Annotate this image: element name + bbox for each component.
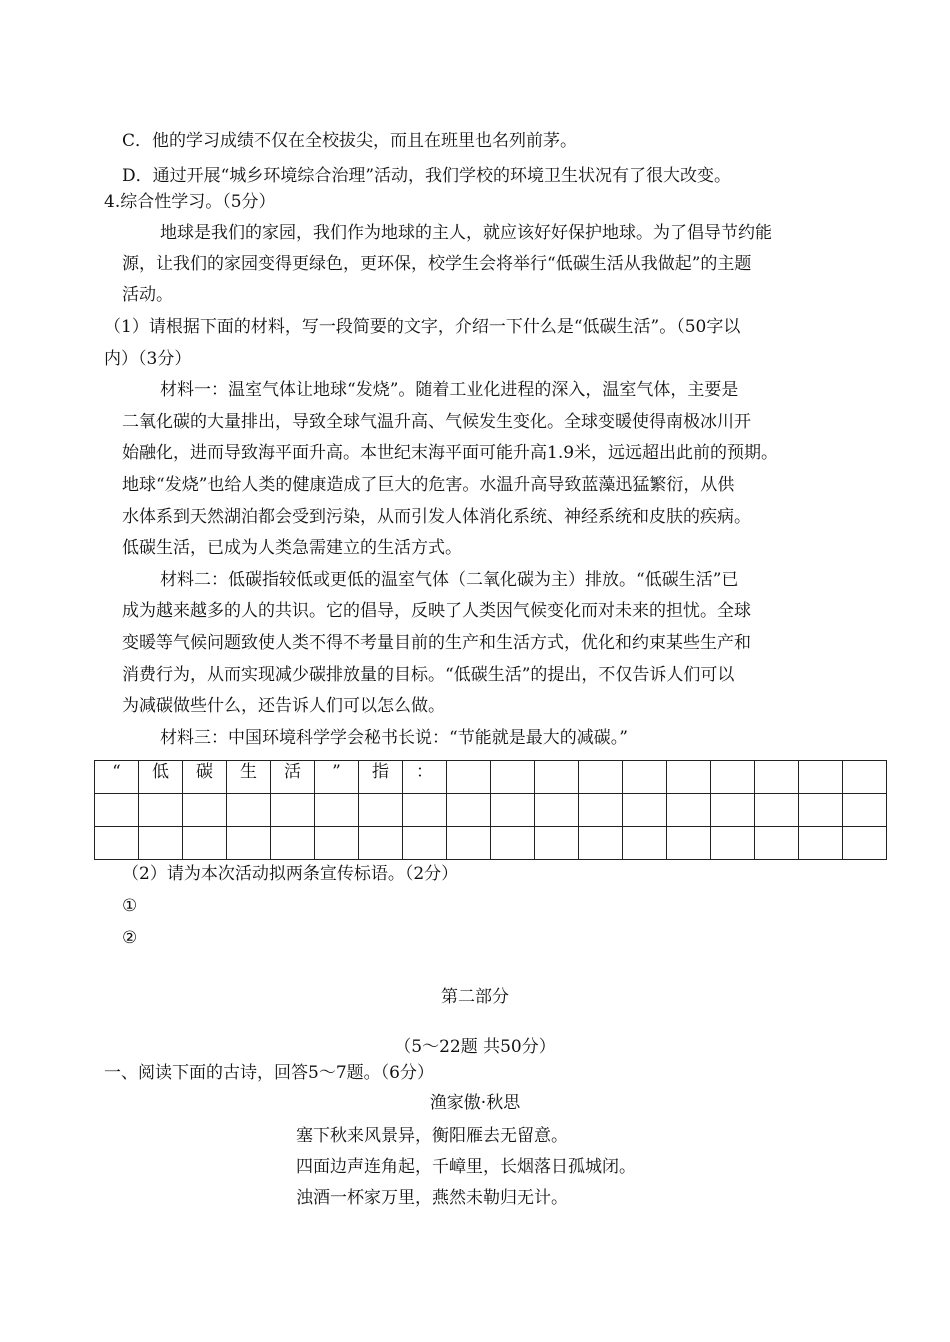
material-1-line: 地球“发烧”也给人类的健康造成了巨大的危害。水温升高导致蓝藻迅猛繁衍，从供: [122, 475, 735, 495]
grid-cell[interactable]: [623, 794, 667, 827]
grid-cell[interactable]: [535, 827, 579, 860]
grid-cell[interactable]: [711, 794, 755, 827]
sub-question-2: （2）请为本次活动拟两条宣传标语。（2分）: [122, 864, 459, 884]
material-2-line: 消费行为，从而实现减少碳排放量的目标。“低碳生活”的提出，不仅告诉人们可以: [122, 665, 735, 685]
grid-cell[interactable]: 生: [227, 761, 271, 794]
grid-cell[interactable]: [359, 794, 403, 827]
grid-cell[interactable]: [843, 761, 887, 794]
grid-cell[interactable]: [623, 827, 667, 860]
grid-cell[interactable]: [95, 794, 139, 827]
grid-cell[interactable]: [139, 794, 183, 827]
grid-cell[interactable]: “: [95, 761, 139, 794]
option-c: C．他的学习成绩不仅在全校拔尖，而且在班里也名列前茅。: [122, 131, 578, 151]
grid-cell[interactable]: [579, 827, 623, 860]
grid-cell[interactable]: 指: [359, 761, 403, 794]
grid-cell[interactable]: [843, 794, 887, 827]
sub-question-1: （1）请根据下面的材料，写一段简要的文字，介绍一下什么是“低碳生活”。（50字以: [104, 317, 741, 337]
grid-cell[interactable]: [799, 827, 843, 860]
grid-cell[interactable]: ”: [315, 761, 359, 794]
section1-heading: 一、阅读下面的古诗，回答5～7题。（6分）: [104, 1063, 434, 1083]
material-1-line: 材料一：温室气体让地球“发烧”。随着工业化进程的深入，温室气体，主要是: [160, 380, 739, 400]
grid-cell[interactable]: [447, 827, 491, 860]
grid-cell[interactable]: [183, 827, 227, 860]
grid-cell[interactable]: [799, 794, 843, 827]
grid-cell[interactable]: [667, 827, 711, 860]
grid-cell[interactable]: [535, 761, 579, 794]
grid-cell[interactable]: [843, 827, 887, 860]
grid-cell[interactable]: [579, 794, 623, 827]
material-1-line: 低碳生活，已成为人类急需建立的生活方式。: [122, 538, 462, 558]
grid-row: [95, 794, 887, 827]
q4-intro-line: 地球是我们的家园，我们作为地球的主人，就应该好好保护地球。为了倡导节约能: [160, 223, 772, 243]
grid-cell[interactable]: [95, 827, 139, 860]
q4-intro-line: 源，让我们的家园变得更绿色，更环保，校学生会将举行“低碳生活从我做起”的主题: [122, 254, 752, 274]
material-1-line: 水体系到天然湖泊都会受到污染，从而引发人体消化系统、神经系统和皮肤的疾病。: [122, 507, 751, 527]
grid-cell[interactable]: ：: [403, 761, 447, 794]
grid-cell[interactable]: [227, 827, 271, 860]
material-3: 材料三：中国环境科学学会秘书长说：“节能就是最大的减碳。”: [160, 728, 628, 748]
grid-cell[interactable]: [667, 794, 711, 827]
grid-cell[interactable]: [535, 794, 579, 827]
grid-cell[interactable]: [139, 827, 183, 860]
part2-subtitle: （5～22题 共50分）: [394, 1037, 556, 1057]
option-d: D．通过开展“城乡环境综合治理”活动，我们学校的环境卫生状况有了很大改变。: [122, 166, 732, 186]
sub-question-1-cont: 内）（3分）: [104, 349, 192, 369]
grid-row: [95, 761, 887, 794]
q4-heading: 4.综合性学习。（5分）: [104, 192, 276, 212]
grid-cell[interactable]: 活: [271, 761, 315, 794]
material-1-line: 二氧化碳的大量排出，导致全球气温升高、气候发生变化。全球变暖使得南极冰川开: [122, 412, 751, 432]
grid-cell[interactable]: [755, 827, 799, 860]
grid-cell[interactable]: [271, 827, 315, 860]
grid-cell[interactable]: [491, 827, 535, 860]
grid-cell[interactable]: [711, 761, 755, 794]
material-2-line: 材料二：低碳指较低或更低的温室气体（二氧化碳为主）排放。“低碳生活”已: [160, 570, 739, 590]
grid-cell[interactable]: [491, 761, 535, 794]
poem-line: 浊酒一杯家万里，燕然未勒归无计。: [296, 1188, 568, 1208]
grid-cell[interactable]: 碳: [183, 761, 227, 794]
grid-cell[interactable]: [403, 827, 447, 860]
answer-grid[interactable]: [94, 760, 887, 860]
part2-title: 第二部分: [441, 987, 509, 1007]
grid-cell[interactable]: [359, 827, 403, 860]
q4-intro-line: 活动。: [122, 285, 173, 305]
poem-line: 四面边声连角起，千嶂里，长烟落日孤城闭。: [296, 1157, 636, 1177]
grid-cell[interactable]: [271, 794, 315, 827]
grid-cell[interactable]: [227, 794, 271, 827]
grid-cell[interactable]: [183, 794, 227, 827]
blank-2[interactable]: ②: [122, 928, 138, 948]
grid-cell[interactable]: [799, 761, 843, 794]
grid-cell[interactable]: [755, 761, 799, 794]
grid-cell[interactable]: [447, 794, 491, 827]
grid-cell[interactable]: [711, 827, 755, 860]
grid-cell[interactable]: [623, 761, 667, 794]
grid-cell[interactable]: [579, 761, 623, 794]
blank-1[interactable]: ①: [122, 896, 138, 916]
grid-cell[interactable]: [755, 794, 799, 827]
grid-cell[interactable]: [403, 794, 447, 827]
poem-title: 渔家傲·秋思: [429, 1093, 521, 1113]
grid-cell[interactable]: [315, 794, 359, 827]
grid-cell[interactable]: [491, 794, 535, 827]
grid-cell[interactable]: [447, 761, 491, 794]
material-2-line: 成为越来越多的人的共识。它的倡导，反映了人类因气候变化而对未来的担忧。全球: [122, 601, 751, 621]
grid-cell[interactable]: 低: [139, 761, 183, 794]
material-1-line: 始融化，进而导致海平面升高。本世纪末海平面可能升高1.9米，远远超出此前的预期。: [122, 443, 779, 463]
poem-line: 塞下秋来风景异，衡阳雁去无留意。: [296, 1126, 568, 1146]
grid-row: [95, 827, 887, 860]
grid-cell[interactable]: [315, 827, 359, 860]
material-2-line: 变暖等气候问题致使人类不得不考量目前的生产和生活方式，优化和约束某些生产和: [122, 633, 751, 653]
grid-cell[interactable]: [667, 761, 711, 794]
material-2-line: 为减碳做些什么，还告诉人们可以怎么做。: [122, 696, 445, 716]
